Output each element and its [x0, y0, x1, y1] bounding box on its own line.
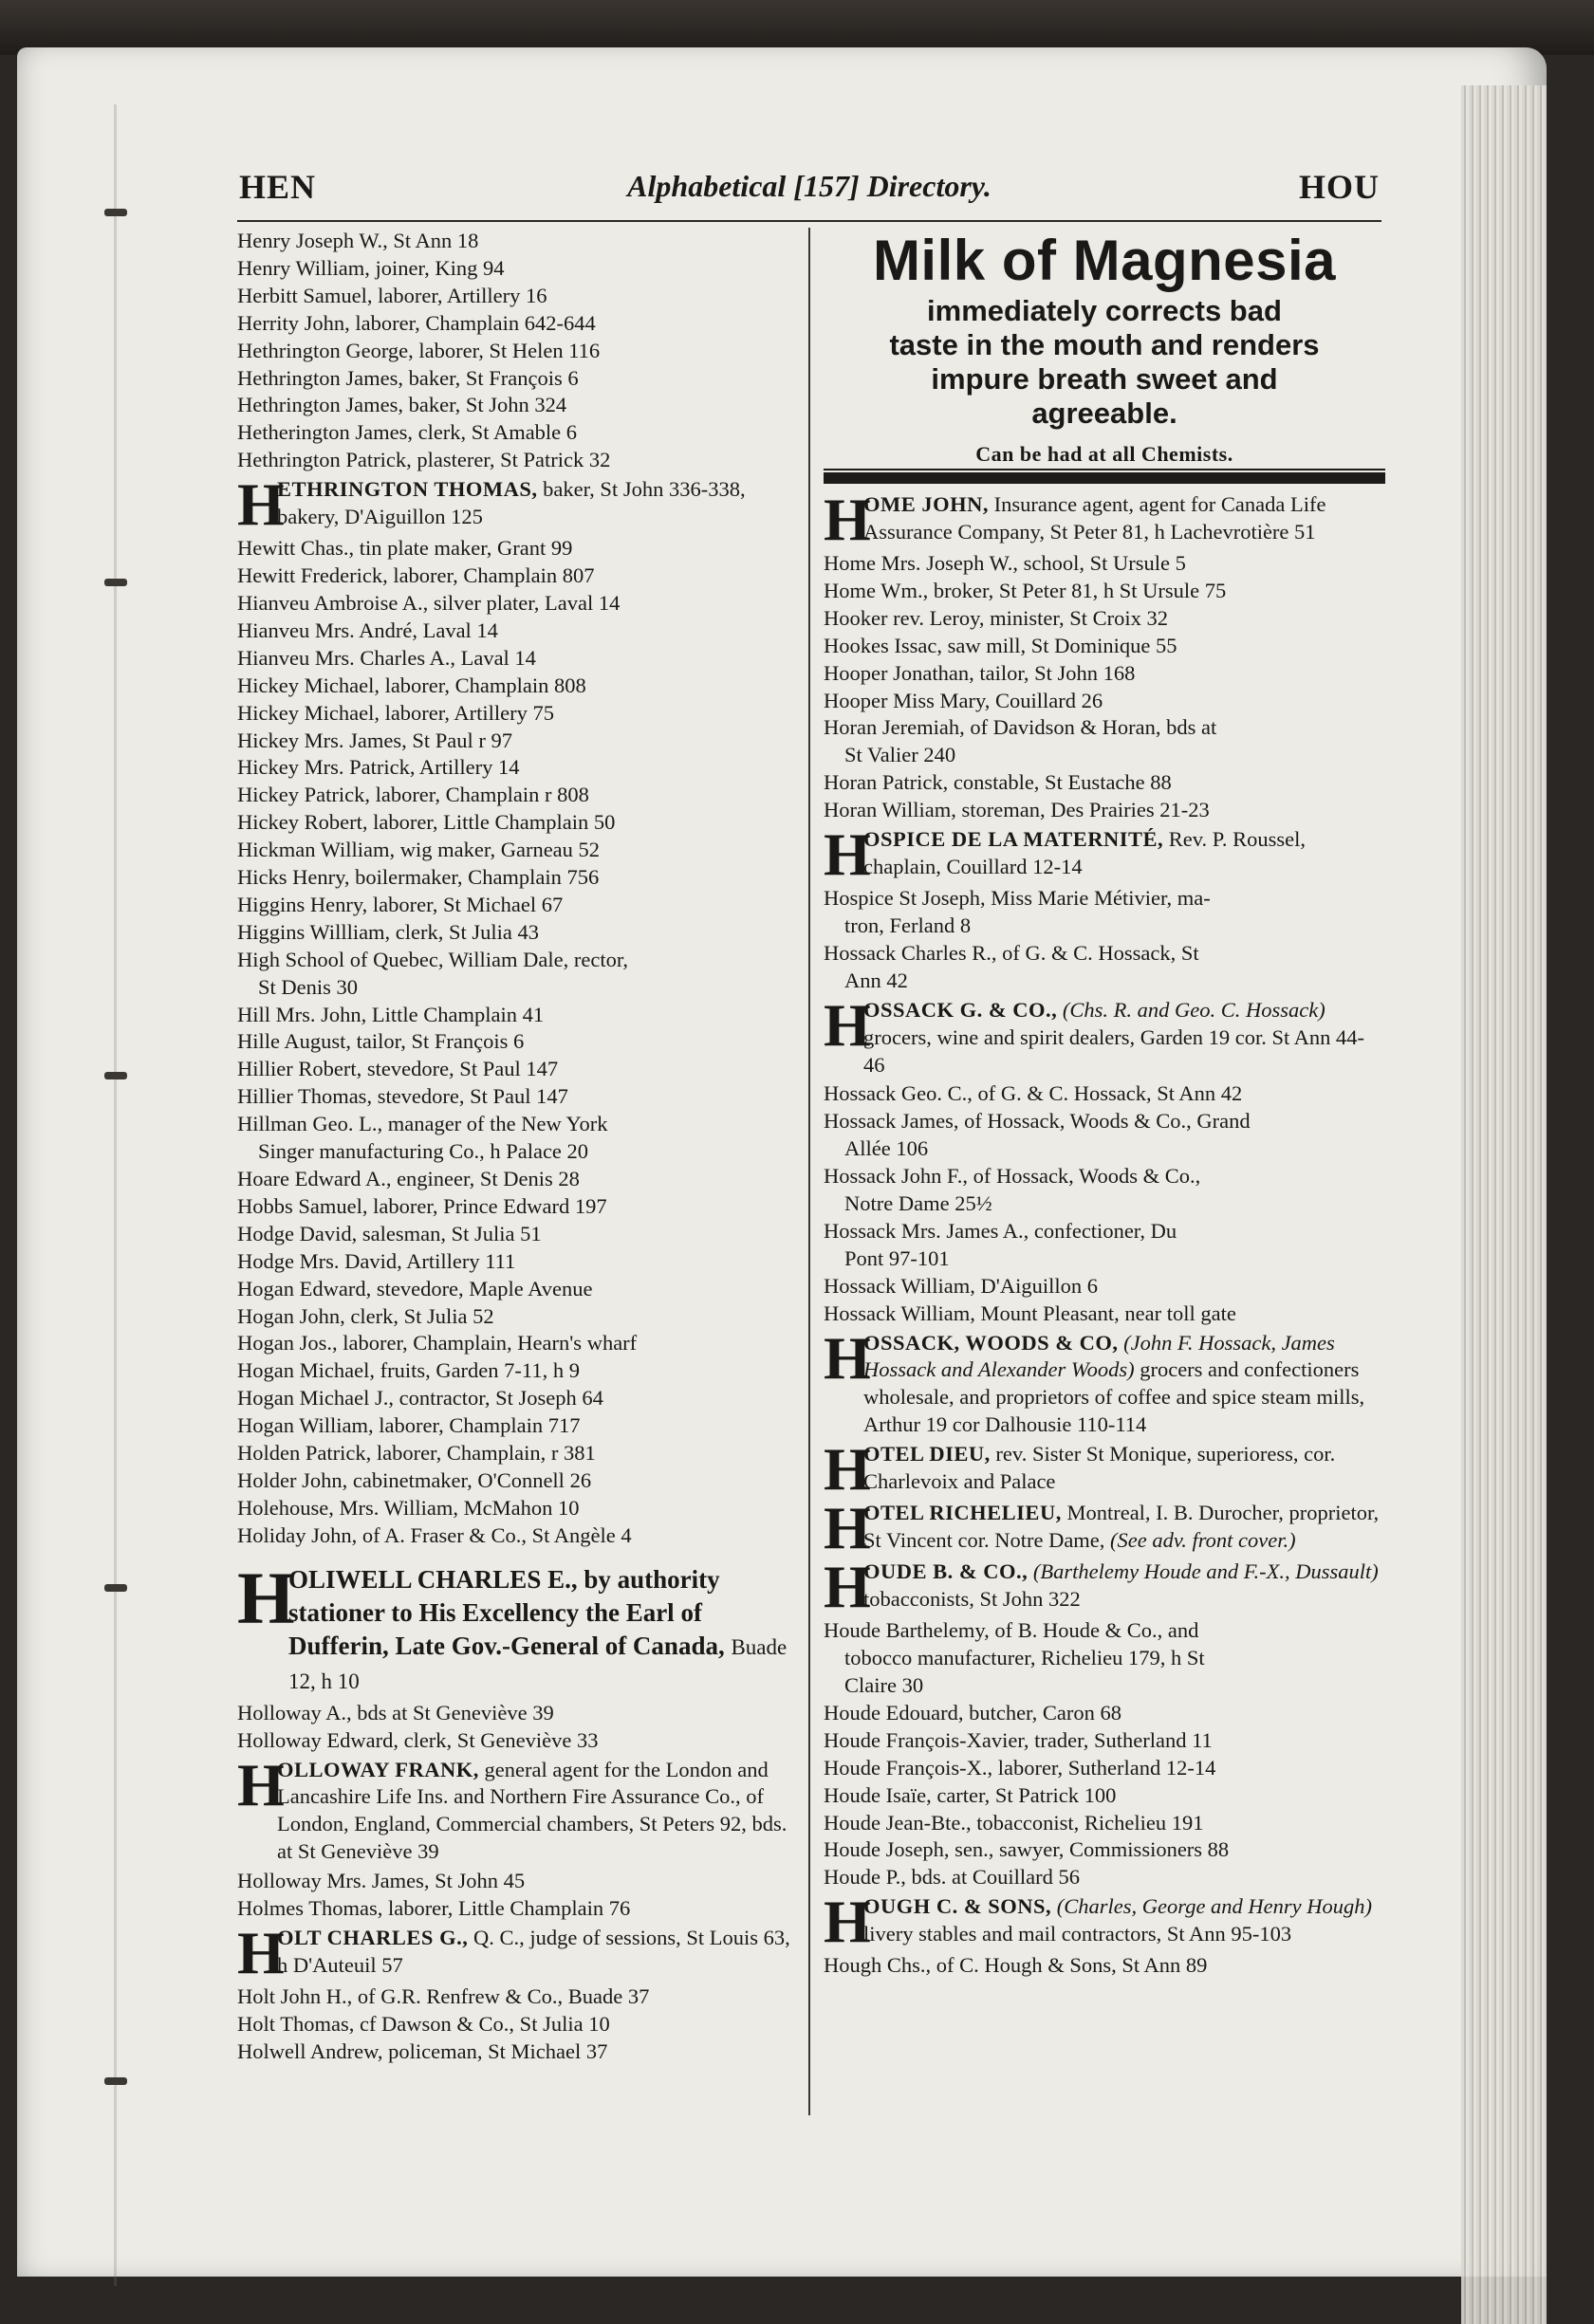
entry-continuation: St Denis 30: [258, 974, 359, 999]
list-item: Home Wm., broker, St Peter 81, h St Ursule 75: [824, 578, 1227, 602]
list-item: Hicks Henry, boilermaker, Champlain 756: [237, 865, 600, 890]
list-item: Houde François-Xavier, trader, Sutherland 11: [824, 1727, 1213, 1752]
list-item: Houde Joseph, sen., sawyer, Commissioners 88: [824, 1837, 1230, 1862]
entry-line: Hossack Charles R., of G. & C. Hossack, St: [824, 940, 1199, 965]
list-item: Hooker rev. Leroy, minister, St Croix 32: [824, 605, 1168, 630]
list-item: [824, 940, 1385, 995]
entry-details: Buade 12, h 10: [288, 1634, 788, 1693]
header-title: Alphabetical [157] Directory.: [627, 169, 992, 203]
entry-name: OSPICE DE LA MATERNITÉ,: [863, 827, 1164, 852]
entry-line: Hospice St Joseph, Miss Marie Métivier, ma-: [824, 886, 1211, 911]
featured-entry: [824, 1494, 1385, 1562]
list-item: Hogan Jos., laborer, Champlain, Hearn's wharf: [237, 1331, 638, 1356]
entry-name: OUDE B. & CO.,: [863, 1559, 1029, 1584]
featured-entry: [237, 1556, 795, 1698]
entry-continuation: tron, Ferland 8: [844, 913, 972, 937]
entry-name: OLT CHARLES G.,: [277, 1925, 469, 1949]
list-item: [237, 947, 795, 1002]
list-item: Henry Joseph W., St Ann 18: [237, 229, 479, 252]
entry-continuation: Singer manufacturing Co., h Palace 20: [258, 1139, 589, 1164]
entry-continuation: tobocco manufacturer, Richelieu 179, h St: [844, 1646, 1205, 1670]
entry-line: Hossack John F., of Hossack, Woods & Co.,: [824, 1164, 1201, 1189]
list-item: [824, 885, 1385, 940]
entry-line: Hillman Geo. L., manager of the New York: [237, 1112, 608, 1136]
list-item: [824, 714, 1385, 769]
left-column: [237, 228, 795, 2066]
entry-details: tobacconists, St John 322: [863, 1587, 1081, 1612]
entry-partners: (John F. Hossack, James Hossack and Alexander Woods): [863, 1330, 1335, 1382]
list-item: Hogan William, laborer, Champlain 717: [237, 1413, 581, 1438]
list-item: Hill Mrs. John, Little Champlain 41: [237, 1002, 545, 1026]
entry-details: Rev. P. Roussel, chaplain, Couillard 12-14: [863, 827, 1306, 878]
list-item: Hogan Michael, fruits, Garden 7-11, h 9: [237, 1358, 580, 1383]
drop-initial: H: [824, 990, 871, 1059]
ad-title: Milk of Magnesia: [872, 229, 1337, 292]
list-item: Holwell Andrew, policeman, St Michael 37: [237, 2038, 608, 2063]
entry-line: High School of Quebec, William Dale, rector,: [237, 947, 629, 971]
entry-line: Hossack James, of Hossack, Woods & Co., Grand: [824, 1109, 1251, 1134]
list-item: Holt John H., of G.R. Renfrew & Co., Buade 37: [237, 1983, 650, 2008]
list-item: Hickey Michael, laborer, Artillery 75: [237, 700, 554, 725]
advertisement: [824, 228, 1385, 467]
featured-entry: [824, 1888, 1385, 1956]
list-item: Henry William, joiner, King 94: [237, 255, 505, 280]
featured-entry: [824, 990, 1385, 1079]
ad-line: immediately corrects bad: [927, 294, 1282, 327]
drop-initial: H: [824, 1494, 871, 1562]
entry-partners: (Chs. R. and Geo. C. Hossack): [1062, 997, 1325, 1022]
binding-stitch: [104, 579, 127, 586]
drop-initial: H: [824, 1888, 871, 1956]
entry-continuation: Notre Dame 25½: [844, 1191, 992, 1216]
entry-name: OLIWELL CHARLES E., by authority stationer to His Excellency the Earl of Dufferin, Late Gov.-General of Canada,: [288, 1564, 725, 1660]
entry-line: Hossack Mrs. James A., confectioner, Du: [824, 1218, 1177, 1243]
entry-details: Insurance agent, agent for Canada Life Assurance Company, St Peter 81, h Lachevrotière 51: [863, 492, 1326, 544]
list-item: Holiday John, of A. Fraser & Co., St Angèle 4: [237, 1522, 632, 1547]
list-item: Hethrington James, baker, St François 6: [237, 365, 579, 390]
list-item: [824, 1218, 1385, 1273]
list-item: [824, 1617, 1385, 1700]
list-item: Hodge Mrs. David, Artillery 111: [237, 1248, 516, 1273]
list-item: Horan Patrick, constable, St Eustache 88: [824, 770, 1172, 795]
featured-entry: [237, 1750, 795, 1867]
ad-line: impure breath sweet and: [931, 362, 1278, 396]
header-right-guide: HOU: [1298, 168, 1380, 206]
binding-stitch: [104, 1072, 127, 1079]
list-item: Higgins Willliam, clerk, St Julia 43: [237, 919, 540, 944]
list-item: [824, 1108, 1385, 1163]
list-item: Hewitt Frederick, laborer, Champlain 807: [237, 563, 595, 588]
list-item: Holden Patrick, laborer, Champlain, r 381: [237, 1441, 596, 1466]
drop-initial: H: [237, 1556, 295, 1639]
list-item: Home Mrs. Joseph W., school, St Ursule 5: [824, 551, 1186, 575]
list-item: [237, 1111, 795, 1166]
ad-line: agreeable.: [1031, 397, 1177, 430]
binding-stitch: [104, 209, 127, 216]
ad-rule: [824, 469, 1385, 470]
featured-entry: [237, 470, 795, 539]
header-rule: [237, 220, 1381, 222]
entry-partners: (Barthelemy Houde and F.-X., Dussault): [1032, 1559, 1379, 1584]
ad-rule: [824, 472, 1385, 484]
list-item: Herbitt Samuel, laborer, Artillery 16: [237, 283, 547, 307]
list-item: Hethrington George, laborer, St Helen 116: [237, 338, 601, 362]
entry-continuation: Ann 42: [844, 968, 908, 992]
list-item: Holder John, cabinetmaker, O'Connell 26: [237, 1467, 592, 1492]
list-item: Hobbs Samuel, laborer, Prince Edward 197: [237, 1193, 607, 1218]
list-item: Hogan John, clerk, St Julia 52: [237, 1303, 494, 1328]
list-item: Hethrington James, baker, St John 324: [237, 393, 567, 417]
entry-name: OSSACK G. & CO.,: [863, 997, 1058, 1022]
featured-entry: [824, 1323, 1385, 1440]
list-item: Houde Jean-Bte., tobacconist, Richelieu 191: [824, 1810, 1204, 1835]
list-item: Hickey Robert, laborer, Little Champlain 50: [237, 810, 616, 835]
list-item: Hooper Jonathan, tailor, St John 168: [824, 660, 1136, 685]
list-item: Hickey Mrs. Patrick, Artillery 14: [237, 755, 520, 780]
entry-name: OLLOWAY FRANK,: [277, 1757, 479, 1781]
drop-initial: H: [824, 1323, 871, 1392]
list-item: Houde François-X., laborer, Sutherland 12-14: [824, 1755, 1216, 1780]
featured-entry: [824, 1435, 1385, 1503]
list-item: Hianveu Ambroise A., silver plater, Laval 14: [237, 590, 621, 615]
entry-details: Montreal, I. B. Durocher, proprietor, St Vincent cor. Notre Dame,: [863, 1501, 1380, 1553]
entry-details: general agent for the London and Lancashire Life Ins. and Northern Fire Assurance Co., of London, England, Commercial chambers, St Peters 92, bds. at St Geneviève 39: [277, 1757, 788, 1864]
entry-details: grocers and confectioners wholesale, and proprietors of coffee and spice steam mills, Arthur 19 cor Dalhousie 110-114: [863, 1357, 1365, 1437]
ad-line: taste in the mouth and renders: [889, 328, 1320, 361]
header-left-guide: HEN: [239, 168, 317, 206]
list-item: Hickey Patrick, laborer, Champlain r 808: [237, 783, 589, 807]
entry-details: livery stables and mail contractors, St Ann 95-103: [863, 1922, 1292, 1946]
entry-continuation: Allée 106: [844, 1136, 929, 1161]
list-item: Holehouse, Mrs. William, McMahon 10: [237, 1495, 580, 1520]
entry-name: OTEL DIEU,: [863, 1442, 991, 1466]
drop-initial: H: [824, 1435, 871, 1503]
drop-initial: H: [824, 821, 871, 889]
list-item: Hossack Geo. C., of G. & C. Hossack, St Ann 42: [824, 1081, 1243, 1106]
entry-note: (See adv. front cover.): [1110, 1528, 1296, 1553]
list-item: Hetherington James, clerk, St Amable 6: [237, 420, 578, 445]
list-item: Hossack William, D'Aiguillon 6: [824, 1273, 1098, 1298]
right-column: [824, 486, 1385, 1980]
drop-initial: H: [824, 486, 871, 553]
entry-line: Houde Barthelemy, of B. Houde & Co., and: [824, 1618, 1199, 1643]
column-divider: [808, 228, 810, 2115]
drop-initial: H: [237, 1918, 285, 1986]
ad-note: Can be had at all Chemists.: [975, 442, 1233, 466]
list-item: Herrity John, laborer, Champlain 642-644: [237, 310, 596, 335]
list-item: Higgins Henry, laborer, St Michael 67: [237, 892, 564, 916]
page-edges: [1461, 85, 1547, 2324]
list-item: Hogan Michael J., contractor, St Joseph 64: [237, 1386, 603, 1411]
entry-details: rev. Sister St Monique, superioress, cor. Charlevoix and Palace: [863, 1442, 1336, 1494]
list-item: Hogan Edward, stevedore, Maple Avenue: [237, 1276, 593, 1300]
entry-details: Q. C., judge of sessions, St Louis 63, h D'Auteuil 57: [277, 1925, 790, 1977]
list-item: Hodge David, salesman, St Julia 51: [237, 1221, 542, 1245]
list-item: Hianveu Mrs. André, Laval 14: [237, 618, 498, 642]
list-item: Hossack William, Mount Pleasant, near toll gate: [824, 1300, 1236, 1325]
binding-stitch: [104, 1584, 127, 1592]
list-item: Hianveu Mrs. Charles A., Laval 14: [237, 645, 536, 670]
entry-line: Horan Jeremiah, of Davidson & Horan, bds at: [824, 715, 1217, 740]
entry-name: OUGH C. & SONS,: [863, 1894, 1052, 1919]
entry-name: OTEL RICHELIEU,: [863, 1501, 1062, 1525]
list-item: Holloway A., bds at St Geneviève 39: [237, 1700, 554, 1725]
list-item: Hooper Miss Mary, Couillard 26: [824, 688, 1103, 712]
featured-entry: [824, 1553, 1385, 1621]
binding-stitch: [104, 2077, 127, 2085]
list-item: Holloway Mrs. James, St John 45: [237, 1869, 526, 1893]
entry-continuation: Pont 97-101: [844, 1245, 950, 1270]
list-item: Hoare Edward A., engineer, St Denis 28: [237, 1167, 580, 1190]
entry-partners: (Charles, George and Henry Hough): [1056, 1894, 1373, 1919]
drop-initial: H: [237, 1750, 285, 1818]
ad-body: [824, 294, 1385, 431]
list-item: [824, 1163, 1385, 1218]
list-item: Hickman William, wig maker, Garneau 52: [237, 838, 601, 862]
featured-entry: [237, 1918, 795, 1986]
list-item: Hewitt Chas., tin plate maker, Grant 99: [237, 536, 573, 561]
featured-entry: [824, 821, 1385, 889]
drop-initial: H: [824, 1553, 871, 1621]
entry-name: OSSACK, WOODS & CO,: [863, 1330, 1119, 1355]
entry-name: OME JOHN,: [863, 492, 989, 516]
entry-continuation: Claire 30: [844, 1673, 924, 1697]
list-item: Hille August, tailor, St François 6: [237, 1029, 525, 1054]
list-item: Houde Edouard, butcher, Caron 68: [824, 1700, 1122, 1725]
list-item: Houde P., bds. at Couillard 56: [824, 1865, 1080, 1890]
list-item: Hough Chs., of C. Hough & Sons, St Ann 89: [824, 1953, 1208, 1978]
list-item: Holt Thomas, cf Dawson & Co., St Julia 10: [237, 2011, 610, 2036]
entry-name: ETHRINGTON THOMAS,: [277, 477, 538, 502]
running-header: [237, 167, 1381, 216]
list-item: Hickey Mrs. James, St Paul r 97: [237, 728, 512, 752]
list-item: Houde Isaïe, carter, St Patrick 100: [824, 1782, 1117, 1807]
entry-continuation: St Valier 240: [844, 743, 956, 767]
drop-initial: H: [237, 470, 285, 539]
list-item: Holloway Edward, clerk, St Geneviève 33: [237, 1727, 599, 1752]
list-item: Hethrington Patrick, plasterer, St Patrick 32: [237, 448, 611, 472]
list-item: Hillier Robert, stevedore, St Paul 147: [237, 1057, 559, 1081]
list-item: Holmes Thomas, laborer, Little Champlain 76: [237, 1896, 631, 1921]
entry-details: grocers, wine and spirit dealers, Garden 19 cor. St Ann 44-46: [863, 1024, 1364, 1077]
list-item: Horan William, storeman, Des Prairies 21-23: [824, 798, 1210, 822]
list-item: Hickey Michael, laborer, Champlain 808: [237, 673, 586, 697]
entry-details: baker, St John 336-338, bakery, D'Aiguillon 125: [277, 477, 746, 529]
list-item: Hillier Thomas, stevedore, St Paul 147: [237, 1084, 568, 1109]
featured-entry: [824, 486, 1385, 553]
binding-fold: [114, 104, 117, 2286]
list-item: Hookes Issac, saw mill, St Dominique 55: [824, 633, 1177, 657]
